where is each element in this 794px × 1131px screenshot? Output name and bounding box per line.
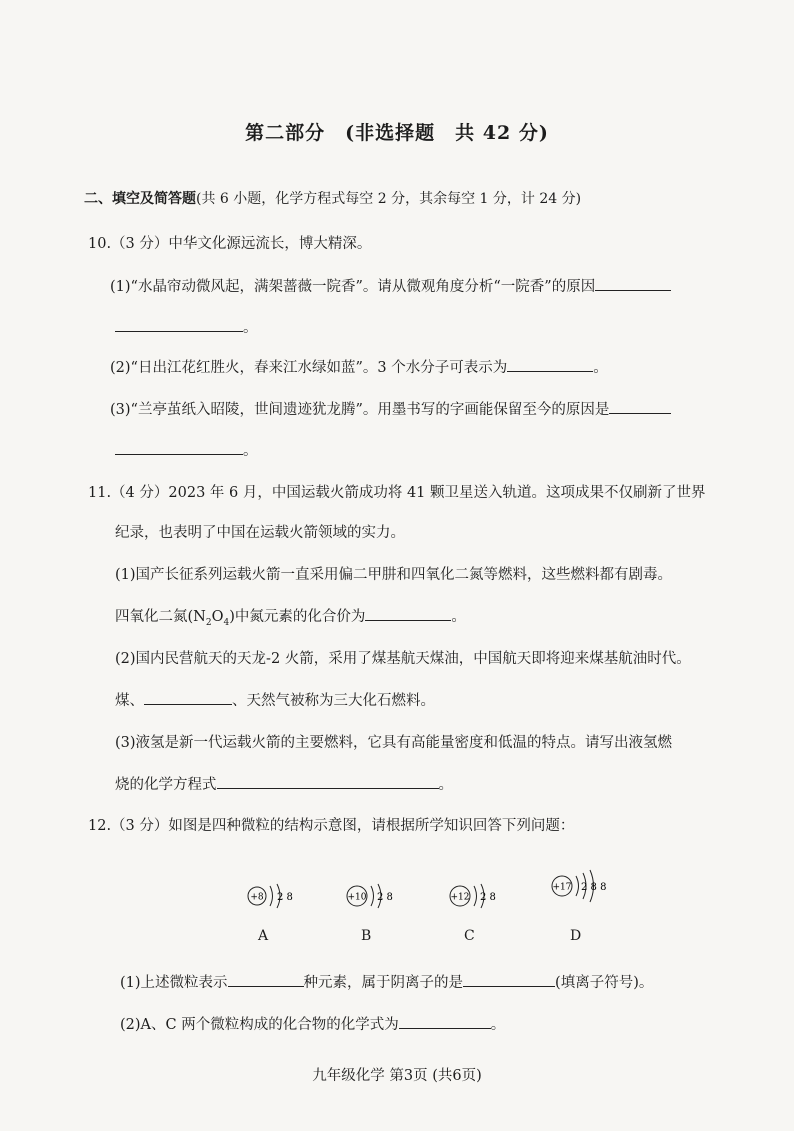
- particle-a-electrons: 2 8: [277, 892, 293, 903]
- q11-stem-continued: 纪录，也表明了中国在运载火箭领域的实力。: [115, 525, 405, 541]
- q12-part2: [120, 1013, 505, 1034]
- q10-part3-end: 。: [243, 443, 258, 459]
- part-title: 第二部分 (非选择题 共 42 分): [245, 122, 549, 144]
- q11-stem: 11.（4 分）2023 年 6 月，中国运载火箭成功将 41 颗卫星送入轨道。这项成果不仅刷新了世界: [88, 485, 706, 501]
- page-footer: 九年级化学 第3页 (共6页): [312, 1068, 482, 1084]
- particle-a-nucleus: +8: [250, 892, 264, 903]
- q11-part2-post: 、天然气被称为三大化石燃料。: [232, 693, 435, 709]
- q10-part3-blank-a[interactable]: [609, 398, 671, 414]
- particle-b-label: B: [361, 928, 372, 944]
- q10-part1: [110, 275, 671, 296]
- q11-part3-end: 。: [438, 777, 453, 793]
- section-heading-note: (共 6 小题，化学方程式每空 2 分，其余每空 1 分，计 24 分): [196, 191, 582, 207]
- q11-part2: (2)国内民营航天的天龙-2 火箭，采用了煤基航天煤油，中国航天即将迎来煤基航油时代。: [115, 651, 691, 667]
- q12-part2-blank[interactable]: [399, 1013, 491, 1029]
- q10-part3-continued: [115, 439, 258, 460]
- q10-part1-blank-a[interactable]: [595, 275, 671, 291]
- q12-part2-end: 。: [490, 1017, 506, 1033]
- particle-a-shell-1: [270, 886, 273, 906]
- q11-part2-continued: [115, 689, 435, 710]
- q10-part1-blank-b[interactable]: [115, 316, 243, 332]
- q11-part1: (1)国产长征系列运载火箭一直采用偏二甲肼和四氧化二氮等燃料，这些燃料都有剧毒。: [115, 567, 673, 583]
- particle-b-diagram: [343, 876, 403, 920]
- q11-part3-blank[interactable]: [217, 773, 439, 789]
- particle-c-electrons: 2 8: [480, 892, 496, 903]
- q11-formula-mid: O: [211, 609, 224, 625]
- q12-part1-pre: (1)上述微粒表示: [120, 975, 228, 991]
- q10-part1-text: (1)“水晶帘动微风起，满架蔷薇一院香”。请从微观角度分析“一院香”的原因: [110, 279, 596, 295]
- section-heading-label: 二、填空及简答题: [84, 191, 196, 207]
- particle-c-shell-1: [474, 886, 477, 906]
- q10-part3-blank-b[interactable]: [115, 439, 243, 455]
- q11-formula-pre: 四氧化二氮(N: [115, 609, 206, 625]
- particle-b-nucleus: +10: [347, 892, 367, 903]
- q12-stem: 12.（3 分）如图是四种微粒的结构示意图，请根据所学知识回答下列问题：: [88, 818, 575, 834]
- particle-d-nucleus: +17: [552, 882, 572, 893]
- q12-part1-blank-b[interactable]: [463, 971, 555, 987]
- particle-d-label: D: [570, 928, 582, 944]
- particle-c-nucleus: +12: [450, 892, 470, 903]
- q11-part3: (3)液氢是新一代运载火箭的主要燃料，它具有高能量密度和低温的特点。请写出液氢燃: [115, 735, 673, 751]
- q11-part1-continued: [115, 605, 466, 628]
- particle-b-electrons: 2 8: [377, 892, 393, 903]
- q12-part1-blank-a[interactable]: [228, 971, 304, 987]
- particle-d-shell-1: [576, 876, 579, 896]
- q12-part2-pre: (2)A、C 两个微粒构成的化合物的化学式为: [120, 1017, 399, 1033]
- q11-formula-sub1: 2: [205, 617, 212, 628]
- q11-part3-text: 烧的化学方程式: [115, 777, 217, 793]
- q10-part2-blank[interactable]: [507, 356, 593, 372]
- q11-formula-sub2: 4: [223, 617, 230, 628]
- q11-formula-post: )中氮元素的化合价为: [229, 609, 366, 625]
- q10-part2-text: (2)“日出江花红胜火，春来江水绿如蓝”。3 个水分子可表示为: [110, 360, 508, 376]
- q11-part1-end: 。: [451, 609, 466, 625]
- section-heading: [84, 188, 581, 208]
- q12-part1-post: (填离子符号)。: [555, 975, 654, 991]
- particle-a-diagram: [244, 876, 304, 920]
- q11-part2-blank[interactable]: [144, 689, 232, 705]
- q10-part3-text: (3)“兰亭茧纸入昭陵，世间遗迹犹龙腾”。用墨书写的字画能保留至今的原因是: [110, 402, 610, 418]
- particle-a-label: A: [258, 928, 269, 944]
- q10-part2: [110, 356, 608, 377]
- particle-d-electrons: 2 8 8: [581, 882, 607, 893]
- q10-part1-continued: [115, 316, 258, 337]
- particle-c-diagram: [446, 876, 506, 920]
- q11-part3-continued: [115, 773, 453, 794]
- q10-part1-end: 。: [243, 320, 258, 336]
- q10-part2-end: 。: [593, 360, 608, 376]
- particle-c-label: C: [464, 928, 475, 944]
- q11-part2-pre: 煤、: [115, 693, 144, 709]
- particle-b-shell-1: [371, 886, 374, 906]
- particle-d-diagram: [548, 866, 618, 914]
- q10-stem: 10.（3 分）中华文化源远流长，博大精深。: [88, 236, 372, 252]
- q12-part1: [120, 971, 653, 992]
- q10-part3: [110, 398, 671, 419]
- q11-part1-blank[interactable]: [365, 605, 451, 621]
- q12-part1-mid: 种元素，属于阴离子的是: [303, 975, 464, 991]
